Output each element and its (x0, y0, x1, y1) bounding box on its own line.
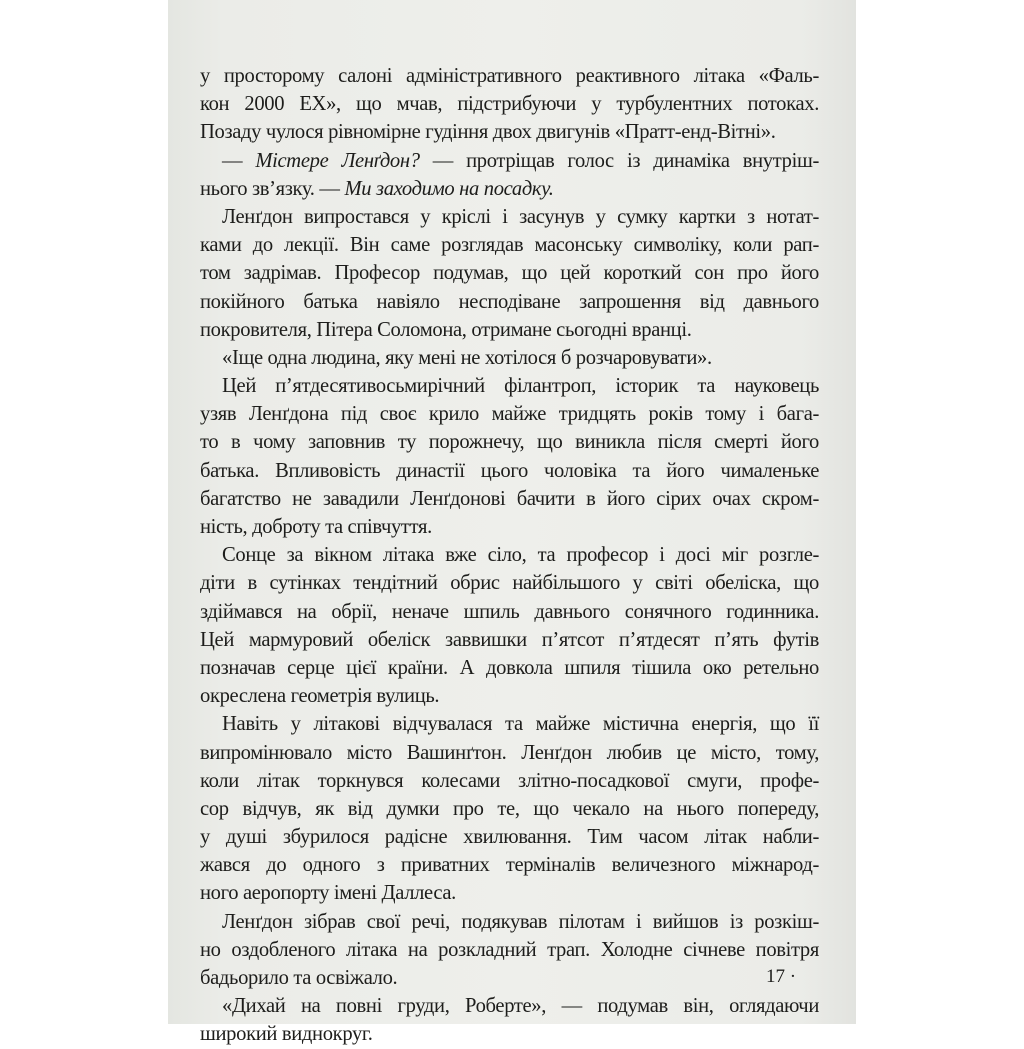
text-line: том задрімав. Професор подумав, що цей короткий сон про його (200, 262, 819, 285)
text-line: Цей мармуровий обеліск заввишки п’ятсот п’ятдесят п’ять футів (200, 628, 819, 651)
page-number: 17 · (766, 966, 797, 987)
dialogue-line (200, 175, 819, 203)
text-line: здіймався на обрії, неначе шпиль давнього сонячного годинника. (200, 600, 819, 623)
text-line: випромінювало місто Вашинґтон. Ленґдон любив це місто, тому, (200, 741, 819, 764)
text-line: Навіть у літакові відчувалася та майже містична енергія, що її (222, 713, 819, 736)
text-line: Ленґдон випростався у кріслі і засунув у сумку картки з нотат- (222, 205, 819, 228)
text-line: покровителя, Пітера Соломона, отримане сьогодні вранці. (200, 318, 692, 341)
text-line: бадьорило та освіжало. (200, 967, 398, 989)
text-line: позначав серце цієї країни. А довкола шпиля тішила око ретельно (200, 656, 819, 679)
text-line: ного аеропорту імені Даллеса. (200, 882, 456, 905)
text-line: у просторому салоні адміністративного реактивного літака «Фаль- (200, 65, 819, 87)
text-line: ками до лекції. Він саме розглядав масонську символіку, коли рап- (200, 234, 819, 257)
text-line: жався до одного з приватних терміналів величезного міжнарод- (200, 854, 819, 877)
body-text (200, 62, 819, 1049)
text-line: ність, доброту та співчуття. (200, 516, 432, 538)
text-line: діти в сутінках тендітний обрис найбільшого у світі обеліска, що (200, 572, 819, 595)
text-line: окреслена геометрія вулиць. (200, 685, 440, 708)
text-line: Позаду чулося рівномірне гудіння двох двигунів «Пратт-енд-Вітні». (200, 121, 776, 144)
text-line: багатство не завадили Ленґдонові бачити в його сірих очах скром- (200, 487, 819, 510)
dash: — (222, 149, 256, 172)
book-page (168, 0, 856, 1046)
text-line: Ленґдон зібрав свої речі, подякував пілотам і вийшов із розкіш- (222, 910, 819, 933)
text-line: Сонце за вікном літака вже сіло, та професор і досі міг розгле- (222, 544, 819, 567)
text-line: кон 2000 ЕХ», що мчав, підстрибуючи у турбулентних потоках. (200, 93, 819, 116)
text-line: покійного батька навіяло несподіване запрошення від давнього (200, 290, 819, 313)
dialogue-italic: Ми заходимо на посадку. (344, 177, 554, 200)
dialogue-attribution: нього зв’язку. — (200, 177, 345, 200)
dialogue-attribution: — протріщав голос із динаміка внутріш- (419, 149, 819, 172)
text-line: Цей п’ятдесятивосьмирічний філантроп, історик та науковець (222, 375, 819, 398)
dialogue-line (200, 147, 819, 175)
thought-line: широкий виднокруг. (200, 1023, 373, 1046)
text-line: сор відчув, як від думки про те, що чекало на нього попереду, (200, 797, 819, 820)
text-line: батька. Впливовість династії цього чоловіка та його чималеньке (200, 459, 819, 482)
thought-line: «Іще одна людина, яку мені не хотілося б розчаровувати». (222, 346, 712, 369)
text-line: коли літак торкнувся колесами злітно-посадкової смуги, профе- (200, 769, 819, 792)
text-line: но оздобленого літака на розкладний трап. Холодне січневе повітря (200, 938, 819, 961)
text-line: узяв Ленґдона під своє крило майже тридцять років тому і бага- (200, 403, 819, 426)
text-line: то в чому заповнив ту порожнечу, що виникла після смерті його (200, 431, 819, 454)
text-line: у душі збурилося радісне хвилювання. Тим часом літак набли- (200, 826, 819, 849)
dialogue-italic: Містере Ленґдон? (255, 149, 420, 172)
thought-line: «Дихай на повні груди, Роберте», — подумав він, оглядаючи (222, 995, 819, 1018)
